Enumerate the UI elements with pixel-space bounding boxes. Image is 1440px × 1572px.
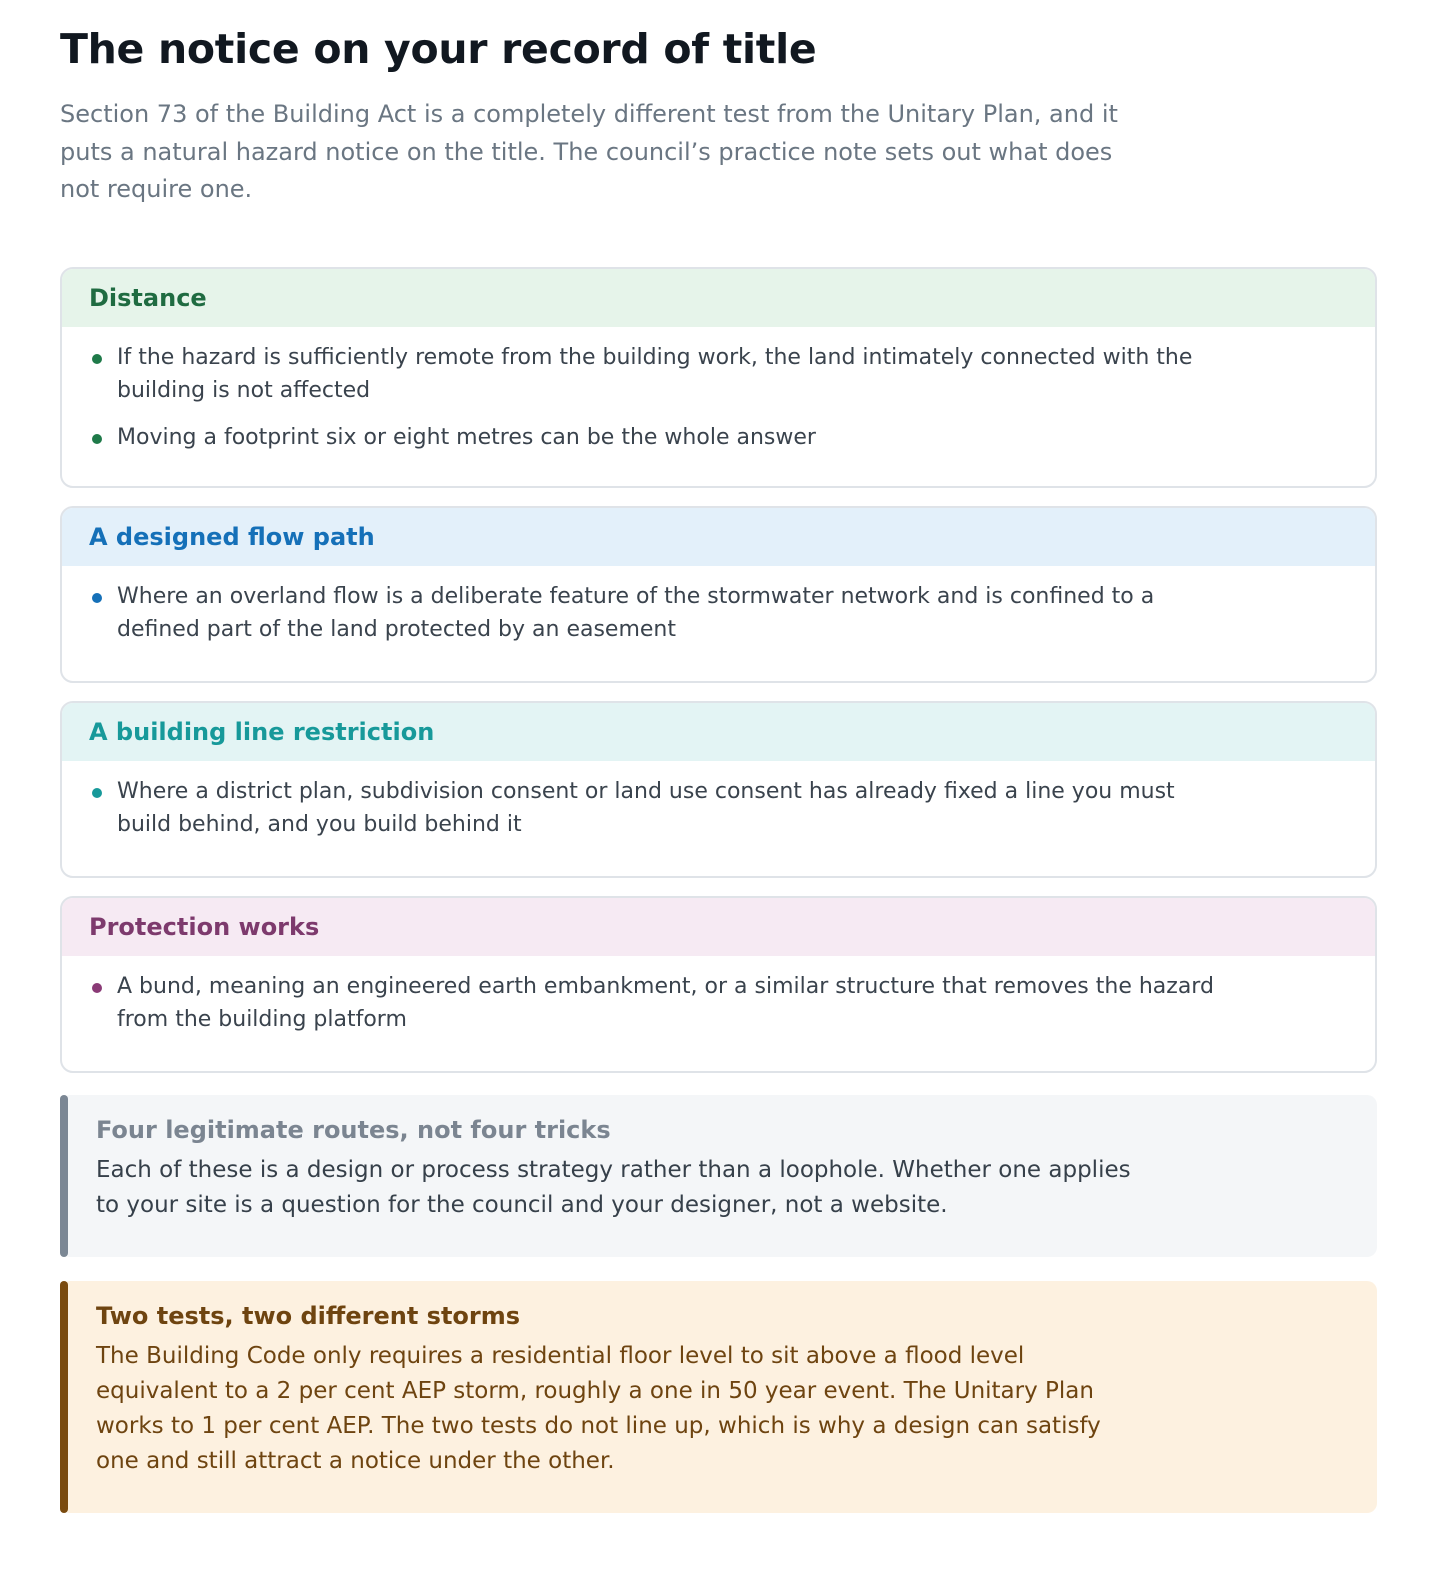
card-list (89, 580, 1348, 646)
card-body (62, 956, 1375, 1072)
list-item-text: Where a district plan, subdivision consent or land use consent has already fixed a line you must build behind, and you build behind it (117, 778, 1175, 837)
list-item (89, 970, 1217, 1036)
list-item (89, 341, 1217, 407)
card-building-line-restriction (60, 701, 1377, 878)
list-item-text: Where an overland flow is a deliberate feature of the stormwater network and is confined to a defined part of the land protected by an easement (117, 583, 1155, 642)
page-lead: Section 73 of the Building Act is a completely different test from the Unitary Plan, and it puts a natural hazard notice on the title. The council’s practice note sets out what does not require one. (60, 100, 1118, 203)
bullet-icon (92, 593, 102, 603)
card-body (62, 761, 1375, 877)
warning-callout (60, 1281, 1377, 1513)
card-body (62, 566, 1375, 682)
list-item-text: A bund, meaning an engineered earth embankment, or a similar structure that removes the hazard from the building platform (117, 973, 1214, 1032)
list-item (89, 580, 1217, 646)
bullet-icon (92, 434, 102, 444)
exemption-cards (60, 267, 1377, 1073)
card-title: A designed flow path (62, 508, 1375, 566)
page-content (60, 0, 1377, 1513)
card-title: Protection works (62, 898, 1375, 956)
card-list (89, 775, 1348, 841)
card-list (89, 970, 1348, 1036)
card-designed-flow-path (60, 506, 1377, 683)
bullet-icon (92, 788, 102, 798)
callout-accent-bar (60, 1281, 68, 1513)
card-title: A building line restriction (62, 703, 1375, 761)
callout-body: Each of these is a design or process strategy rather than a loophole. Whether one applies to your site is a question for the council and your designer, not a website. (96, 1156, 1131, 1218)
card-list (89, 341, 1348, 454)
card-body (62, 327, 1375, 488)
note-callout (60, 1095, 1377, 1257)
page-title: The notice on your record of title (60, 25, 817, 73)
list-item-text: Moving a footprint six or eight metres can be the whole answer (117, 424, 816, 450)
callout-body: The Building Code only requires a residential floor level to sit above a flood level equivalent to a 2 per cent AEP storm, roughly a one in 50 year event. The Unitary Plan works to 1 per cent AEP. The two tests do not line up, which is why a design can satisfy one and still attract a notice under the other. (96, 1342, 1101, 1474)
list-item (89, 775, 1217, 841)
list-item-text: If the hazard is sufficiently remote from the building work, the land intimately connected with the building is not affected (117, 344, 1193, 403)
callout-title: Two tests, two different storms (96, 1301, 521, 1330)
bullet-icon (92, 354, 102, 364)
list-item (89, 421, 1217, 454)
card-distance (60, 267, 1377, 488)
bullet-icon (92, 983, 102, 993)
card-title: Distance (62, 269, 1375, 327)
callout-accent-bar (60, 1095, 68, 1257)
callout-title: Four legitimate routes, not four tricks (96, 1115, 611, 1144)
card-protection-works (60, 896, 1377, 1073)
